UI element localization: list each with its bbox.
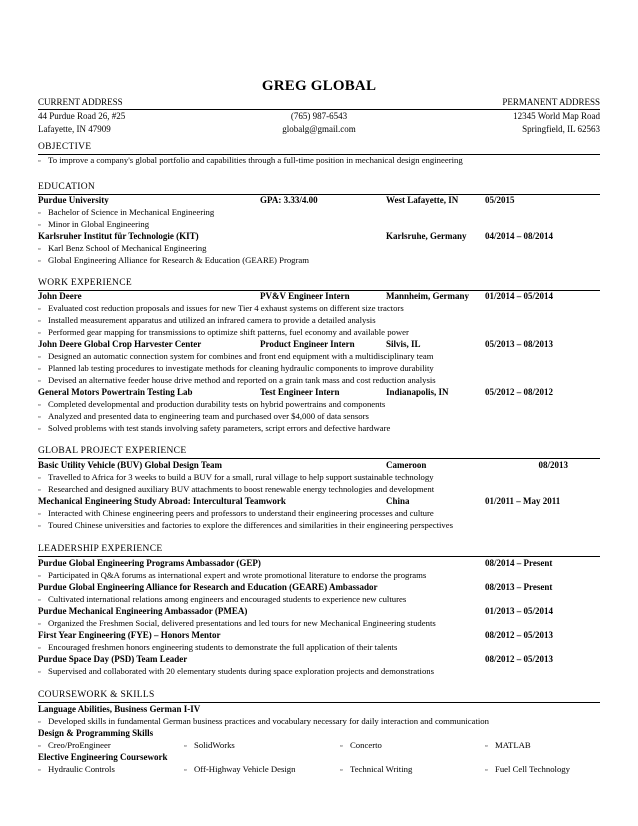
email-link[interactable]: globalg@gmail.com	[282, 124, 356, 134]
resume-page: GREG GLOBAL CURRENT ADDRESS PERMANENT ADDRESS 44 Purdue Road 26, #25 (765) 987-6543 12345 World Map Road Lafayette, IN 47909 globalg@gmail.com Springfield, IL 62563 OBJECTIVE ▫ To improve a company's global portfolio and capabilities through a full-time position in mechanical design engineering EDUCATION Purdue University GPA: 3.33/4.00 West Lafayette, IN 05/2015 ▫ Bachelor of Science in Mechanical Engineering ▫ Minor in Global Engineering Karlsruher Institut für Technologie (KIT) Karlsruhe, Germany 04/2014 – 08/2014 ▫ Karl Benz School of Mechanical Engineering ▫ Global Engineering Alliance for Research & Education (GEARE) Program WORK EXPERIENCE John Deere PV&V Engineer Intern Mannheim, Germany 01/2014 – 05/2014 ▫ Evaluated cost reduction proposals and issues for new Tier 4 exhaust systems on different size tractors ▫ Installed measurement apparatus and utilized an infrared camera to provide a detailed analysis ▫ Performed gear mapping for transmissions to optimize shift patterns, fuel economy and available power John Deere Global Crop Harvester Center Product Engineer Intern Silvis, IL 05/2013 – 08/2013 ▫ Designed an automatic connection system for combines and front end equipment with a multidisciplinary team ▫ Planned lab testing procedures to investigate methods for cleaning hydraulic components to improve durability ▫ Devised an alternative feeder house drive method and reported on a grain tank mass and cost reduction analysis General Motors Powertrain Testing Lab Test Engineer Intern Indianapolis, IN 05/2012 – 08/2012 ▫ Completed developmental and production durability tests on hybrid powertrains and components ▫ Analyzed and presented data to engineering team and purchased over $4,000 of data sensors ▫ Solved problems with test stands involving safety parameters, script errors and defective hardware GLOBAL PROJECT EXPERIENCE Basic Utility Vehicle (BUV) Global Design Team Cameroon 08/2013 ▫ Travelled to Africa for 3 weeks to build a BUV for a small, rural village to help support sustainable technology ▫ Researched and designed auxiliary BUV attachments to boost renewable energy technologies and development Mechanical Engineering Study Abroad: Intercultural Teamwork China 01/2011 – May 2011 ▫ Interacted with Chinese engineering peers and professors to understand their engineering processes and culture ▫ Toured Chinese universities and factories to explore the differences and similarities in their engineering perspectives LEADERSHIP EXPERIENCE Purdue Global Engineering Programs Ambassador (GEP) 08/2014 – Present ▫ Participated in Q&A forums as international expert and wrote promotional literature to endorse the programs Purdue Global Engineering Alliance for Research and Education (GEARE) Ambassador 08/2013 – Present ▫ Cultivated international relations among engineers and encouraged students to experience new cultures Purdue Mechanical Engineering Ambassador (PMEA) 01/2013 – 05/2014 ▫ Organized the Freshmen Social, delivered presentations and led tours for new Mechanical Engineering students First Year Engineering (FYE) – Honors Mentor 08/2012 – 05/2013 ▫ Encouraged freshmen honors engineering students to demonstrate the full application of their talents Purdue Space Day (PSD) Team Leader 08/2012 – 05/2013 ▫ Supervised and collaborated with 20 elementary students during space exploration projects and demonstrations COURSEWORK & SKILLS Language Abilities, Business German I-IV ▫ Developed skills in fundamental German business practices and vocabulary necessary for daily interaction and communication Design & Programming Skills ▫ Creo/ProEngineer ▫ SolidWorks ▫ Concerto ▫ MATLAB Elective Engineering Coursework ▫ Hydraulic Controls ▫ Off-Highway Vehicle Design ▫ Technical Writing ▫ Fuel Cell Technology	[0, 0, 638, 826]
list-item: ▫ Devised an alternative feeder house drive method and reported on a grain tank mass and cost reduction analysis	[38, 375, 436, 385]
objective-bullet: ▫ To improve a company's global portfolio and capabilities through a full-time position in mechanical design engineering	[38, 155, 463, 165]
education-title: EDUCATION	[38, 182, 96, 192]
current-city: Lafayette, IN 47909	[38, 124, 111, 134]
list-item: ▫ Minor in Global Engineering	[38, 219, 150, 229]
permanent-city: Springfield, IL 62563	[522, 124, 600, 134]
list-item: ▫ Encouraged freshmen honors engineering students to demonstrate the full application of their talents	[38, 642, 398, 652]
list-item: ▫ Karl Benz School of Mechanical Engineering	[38, 243, 207, 253]
global-title: GLOBAL PROJECT EXPERIENCE	[38, 446, 187, 456]
leadership-title: LEADERSHIP EXPERIENCE	[38, 544, 163, 554]
list-item: ▫ Installed measurement apparatus and utilized an infrared camera to provide a detailed analysis	[38, 315, 376, 325]
resume-name: GREG GLOBAL	[261, 78, 377, 94]
list-item: ▫ Off-Highway Vehicle Design	[184, 764, 296, 774]
list-item: ▫ Researched and designed auxiliary BUV attachments to boost renewable energy technologies and development	[38, 484, 435, 494]
current-street: 44 Purdue Road 26, #25	[38, 111, 126, 121]
list-item: ▫ Designed an automatic connection system for combines and front end equipment with a multidisciplinary team	[38, 351, 434, 361]
list-item: ▫ Completed developmental and production durability tests on hybrid powertrains and components	[38, 399, 386, 409]
permanent-street: 12345 World Map Road	[513, 111, 600, 121]
list-item: ▫ MATLAB	[485, 740, 531, 750]
list-item: ▫ Participated in Q&A forums as international expert and wrote promotional literature to endorse the programs	[38, 570, 427, 580]
list-item: ▫ Cultivated international relations among engineers and encouraged students to experience new cultures	[38, 594, 407, 604]
list-item: ▫ Evaluated cost reduction proposals and issues for new Tier 4 exhaust systems on different size tractors	[38, 303, 404, 313]
divider	[38, 556, 600, 557]
list-item: ▫ Planned lab testing procedures to investigate methods for cleaning hydraulic components to improve durability	[38, 363, 434, 373]
coursework-title: COURSEWORK & SKILLS	[38, 690, 155, 700]
list-item: ▫ Solved problems with test stands involving safety parameters, script errors and defective hardware	[38, 423, 391, 433]
list-item: ▫ Bachelor of Science in Mechanical Engineering	[38, 207, 215, 217]
list-item: ▫ SolidWorks	[184, 740, 235, 750]
divider	[38, 194, 600, 195]
list-item: ▫ Interacted with Chinese engineering peers and professors to understand their engineering processes and culture	[38, 508, 434, 518]
list-item: ▫ Global Engineering Alliance for Research & Education (GEARE) Program	[38, 255, 310, 265]
divider	[38, 458, 600, 459]
phone: (765) 987-6543	[290, 111, 348, 121]
list-item: ▫ Performed gear mapping for transmissions to optimize shift patterns, fuel economy and available power	[38, 327, 409, 337]
list-item: ▫ Travelled to Africa for 3 weeks to build a BUV for a small, rural village to help support sustainable technology	[38, 472, 434, 482]
divider	[38, 109, 600, 110]
list-item: ▫ Toured Chinese universities and factories to explore the differences and similarities in their engineering perspectives	[38, 520, 453, 530]
list-item: ▫ Analyzed and presented data to engineering team and purchased over $4,000 of data sensors	[38, 411, 369, 421]
list-item: ▫ Fuel Cell Technology	[485, 764, 570, 774]
list-item: ▫ Organized the Freshmen Social, delivered presentations and led tours for new Mechanical Engineering students	[38, 618, 436, 628]
permanent-address-label: PERMANENT ADDRESS	[502, 97, 600, 107]
divider	[38, 702, 600, 703]
list-item: ▫ Supervised and collaborated with 20 elementary students during space exploration projects and demonstrations	[38, 666, 435, 676]
list-item: ▫ Hydraulic Controls	[38, 764, 115, 774]
list-item: ▫ Technical Writing	[340, 764, 413, 774]
list-item: ▫ Developed skills in fundamental German business practices and vocabulary necessary for daily interaction and communication	[38, 716, 489, 726]
objective-title: OBJECTIVE	[38, 142, 92, 152]
list-item: ▫ Creo/ProEngineer	[38, 740, 111, 750]
work-title: WORK EXPERIENCE	[38, 278, 132, 288]
bullet-icon: ▫	[38, 157, 41, 165]
list-item: ▫ Concerto	[340, 740, 382, 750]
current-address-label: CURRENT ADDRESS	[38, 97, 123, 107]
